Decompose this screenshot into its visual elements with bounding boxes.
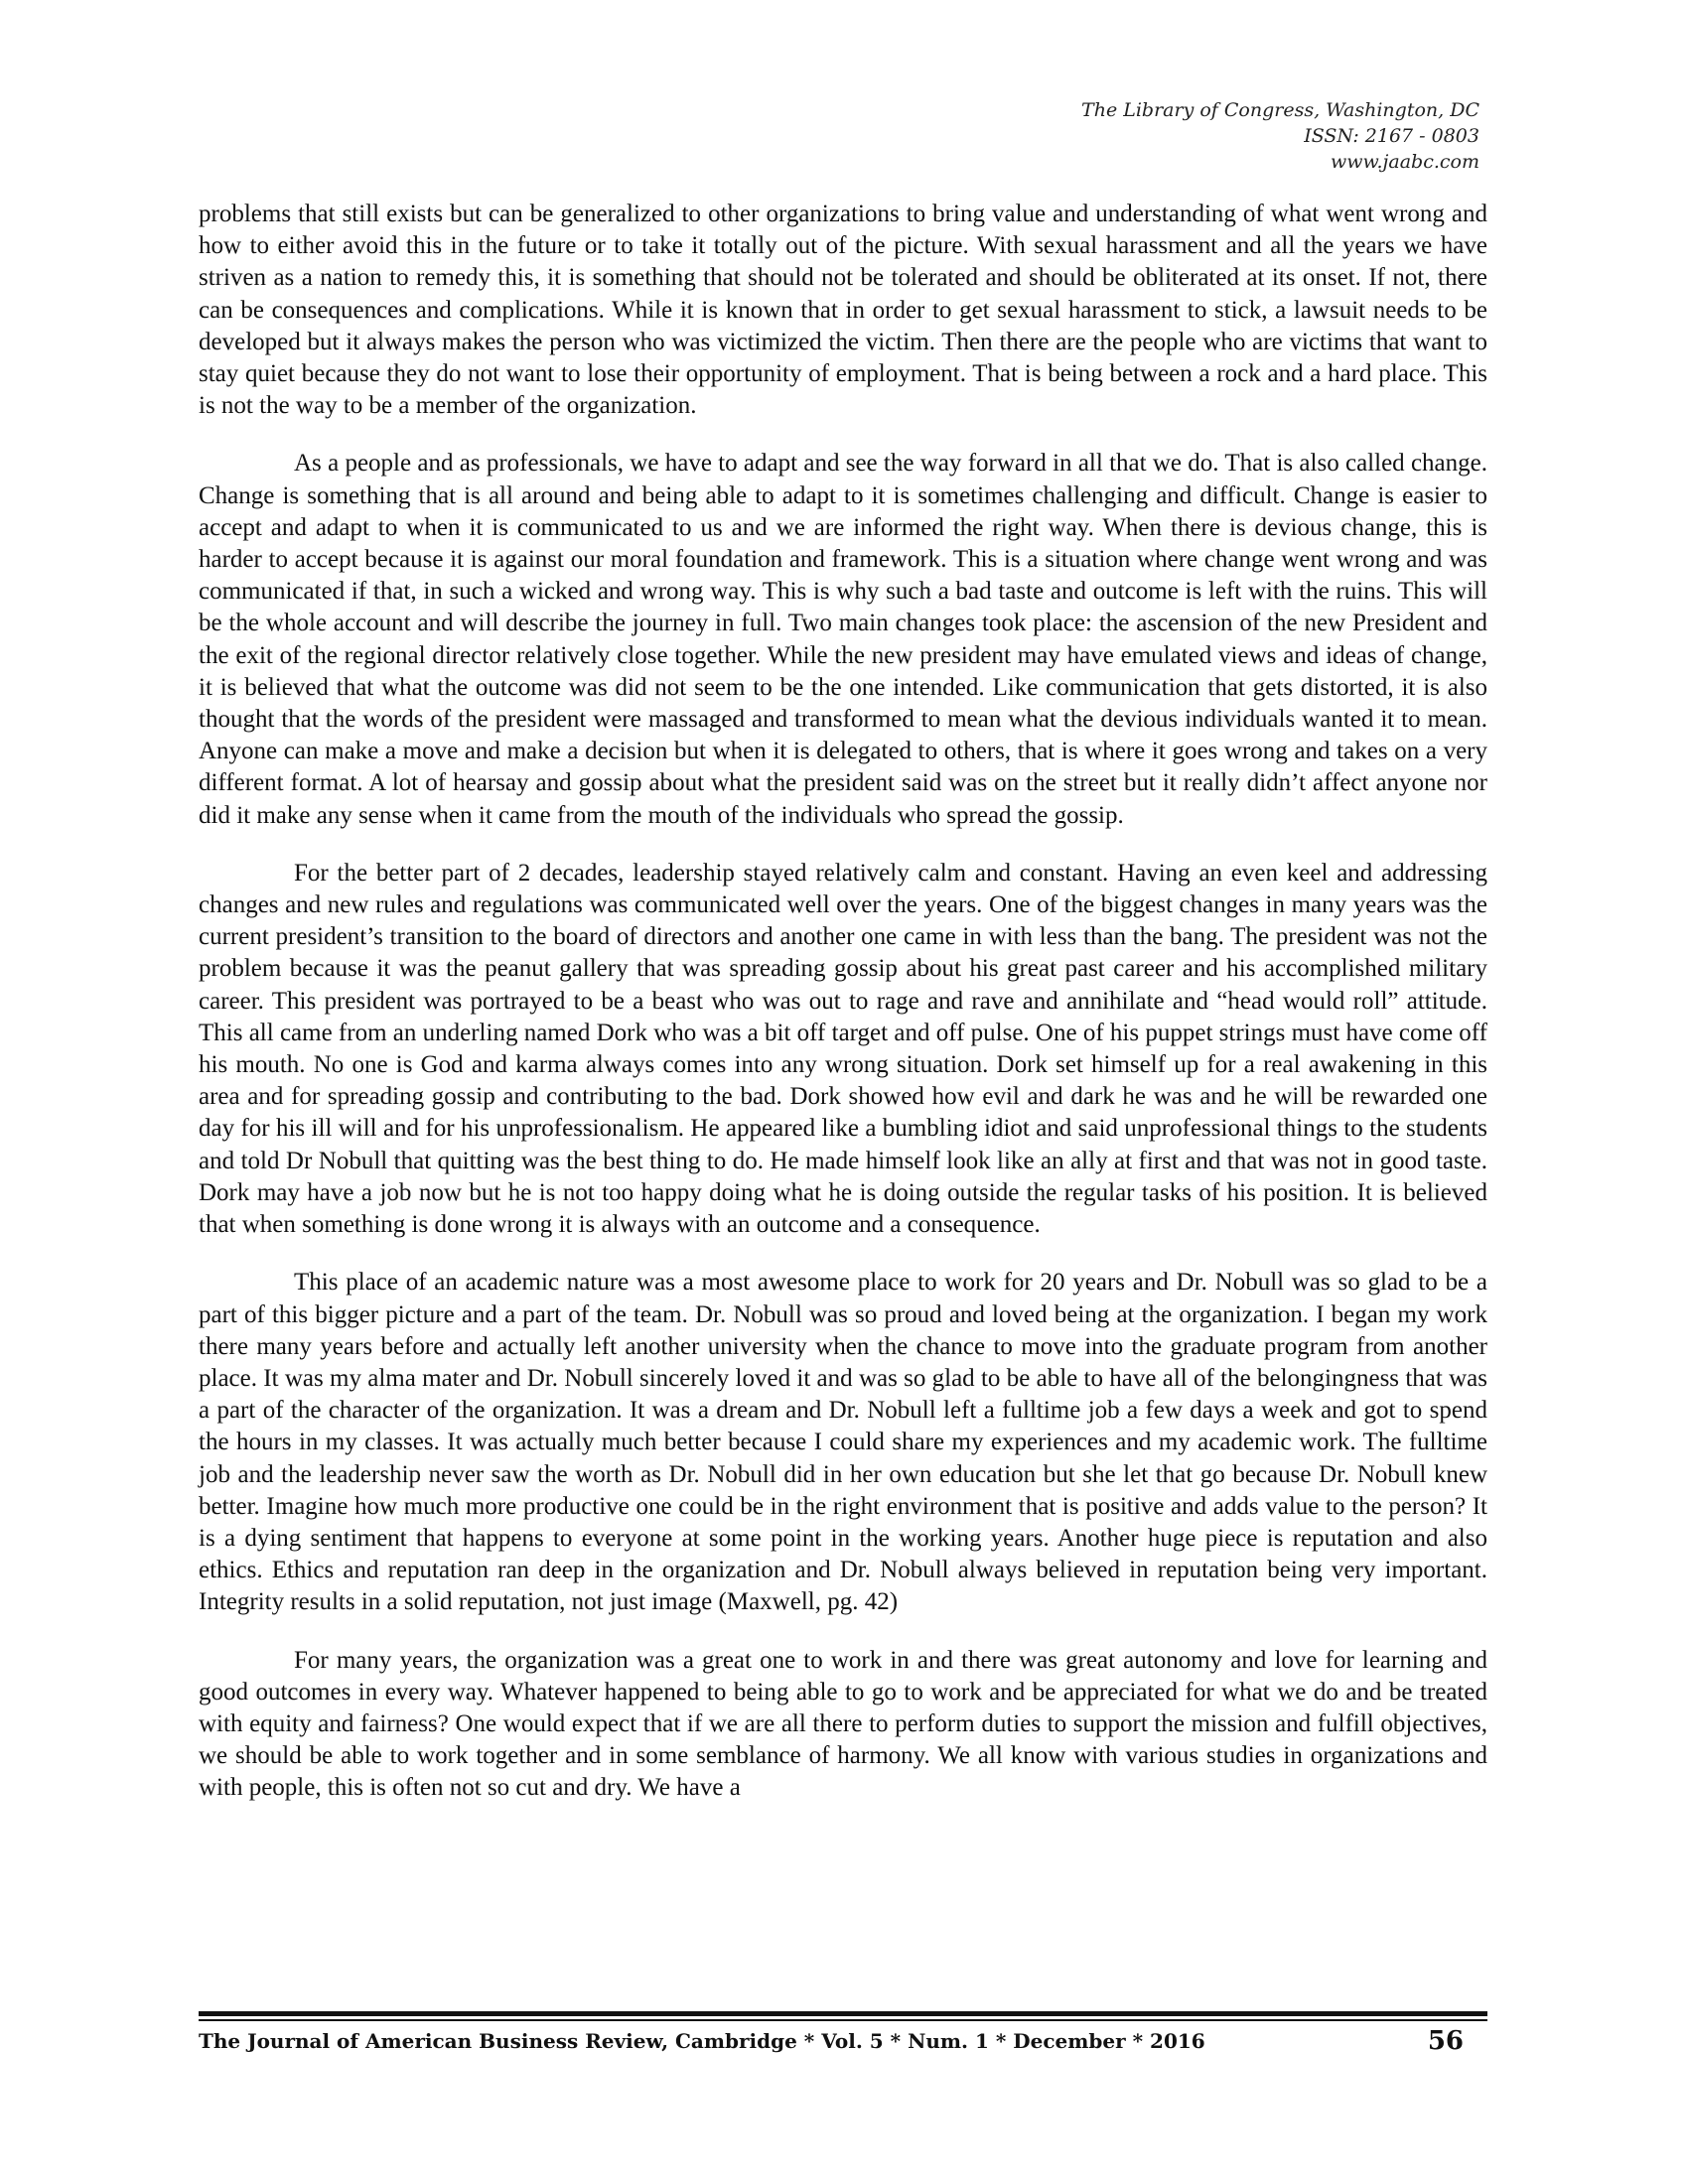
footer-rule-thin — [199, 2019, 1487, 2021]
article-body — [199, 199, 1487, 1831]
footer-rule-thick — [199, 2011, 1487, 2016]
paragraph-4: This place of an academic nature was a most awesome place to work for 20 years and Dr. Nobull was so glad to be a part of this bigger picture and a part of the team. Dr. Nobull was so proud and loved being at the organization. I began my work there many years before and actually left another university when the chance to move into the graduate program from another place. It was my alma mater and Dr. Nobull sincerely loved it and was so glad to be able to have all of the belongingness that was a part of the character of the organization. It was a dream and Dr. Nobull left a fulltime job a few days a week and got to spend the hours in my classes. It was actually much better because I could share my experiences and my academic work. The fulltime job and the leadership never saw the worth as Dr. Nobull did in her own education but she let that go because Dr. Nobull knew better. Imagine how much more productive one could be in the right environment that is positive and adds value to the person? It is a dying sentiment that happens to everyone at some point in the working years. Another huge piece is reputation and also ethics. Ethics and reputation ran deep in the organization and Dr. Nobull always believed in reputation being very important. Integrity results in a solid reputation, not just image (Maxwell, pg. 42) — [199, 1269, 1487, 1616]
paragraph-3: For the better part of 2 decades, leadership stayed relatively calm and constant. Having an even keel and addressing changes and new rules and regulations was communicated well over the years. One of the biggest changes in many years was the current president’s transition to the board of directors and another one came in with less than the bang. The president was not the problem because it was the peanut gallery that was spreading gossip about his great past career and his accomplished military career. This president was portrayed to be a beast who was out to rage and rave and annihilate and “head would roll” attitude. This all came from an underling named Dork who was a bit off target and off pulse. One of his puppet strings must have come off his mouth. No one is God and karma always comes into any wrong situation. Dork set himself up for a real awakening in this area and for spreading gossip and contributing to the bad. Dork showed how evil and dark he was and he will be rewarded one day for his ill will and for his unprofessionalism. He appeared like a bumbling idiot and said unprofessional things to the students and told Dr Nobull that quitting was the best thing to do. He made himself look like an ally at first and that was not in good taste. Dork may have a job now but he is not too happy doing what he is doing outside the regular tasks of his position. It is believed that when something is done wrong it is always with an outcome and a consequence. — [199, 859, 1487, 1239]
masthead — [784, 97, 1479, 175]
paragraph-1: problems that still exists but can be generalized to other organizations to bring value and understanding of what went wrong and how to either avoid this in the future or to take it totally out of the picture. With sexual harassment and all the years we have striven as a nation to remedy this, it is something that should not be tolerated and should be obliterated at its onset. If not, there can be consequences and complications. While it is known that in order to get sexual harassment to stick, a lawsuit needs to be developed but it always makes the person who was victimized the victim. Then there are the people who are victims that want to stay quiet because they do not want to lose their opportunity of employment. That is being between a rock and a hard place. This is not the way to be a member of the organization. — [199, 201, 1487, 420]
masthead-library: The Library of Congress, Washington, DC — [1081, 99, 1479, 121]
paragraph-5: For many years, the organization was a great one to work in and there was great autonomy and love for learning and good outcomes in every way. Whatever happened to being able to go to work and be appreciated for what we do and be treated with equity and fairness? One would expect that if we are all there to perform duties to support the mission and fulfill objectives, we should be able to work together and in some semblance of harmony. We all know with various studies in organizations and with people, this is often not so cut and dry. We have a — [199, 1646, 1487, 1802]
page-footer — [199, 2026, 1487, 2061]
paragraph-2: As a people and as professionals, we have to adapt and see the way forward in all that we do. That is also called change. Change is something that is all around and being able to adapt to it is sometimes challenging and difficult. Change is easier to accept and adapt to when it is communicated to us and we are informed the right way. When there is devious change, this is harder to accept because it is against our moral foundation and framework. This is a situation where change went wrong and was communicated if that, in such a wicked and wrong way. This is why such a bad taste and outcome is left with the ruins. This will be the whole account and will describe the journey in full. Two main changes took place: the ascension of the new President and the exit of the regional director relatively close together. While the new president may have emulated views and ideas of change, it is believed that what the outcome was did not seem to be the one intended. Like communication that gets distorted, it is also thought that the words of the president were massaged and transformed to mean what the devious individuals wanted it to mean. Anyone can make a move and make a decision but when it is delegated to others, that is where it goes wrong and takes on a very different format. A lot of hearsay and gossip about what the president said was on the street but it really didn’t affect anyone nor did it make any sense when it came from the mouth of the individuals who spread the gossip. — [199, 450, 1487, 829]
masthead-issn: ISSN: 2167 - 0803 — [1304, 125, 1479, 147]
footer-journal-citation: The Journal of American Business Review, Cambridge * Vol. 5 * Num. 1 * December * 2016 — [199, 2029, 1205, 2053]
page-number: 56 — [1427, 2026, 1464, 2056]
masthead-website: www.jaabc.com — [1330, 151, 1479, 173]
